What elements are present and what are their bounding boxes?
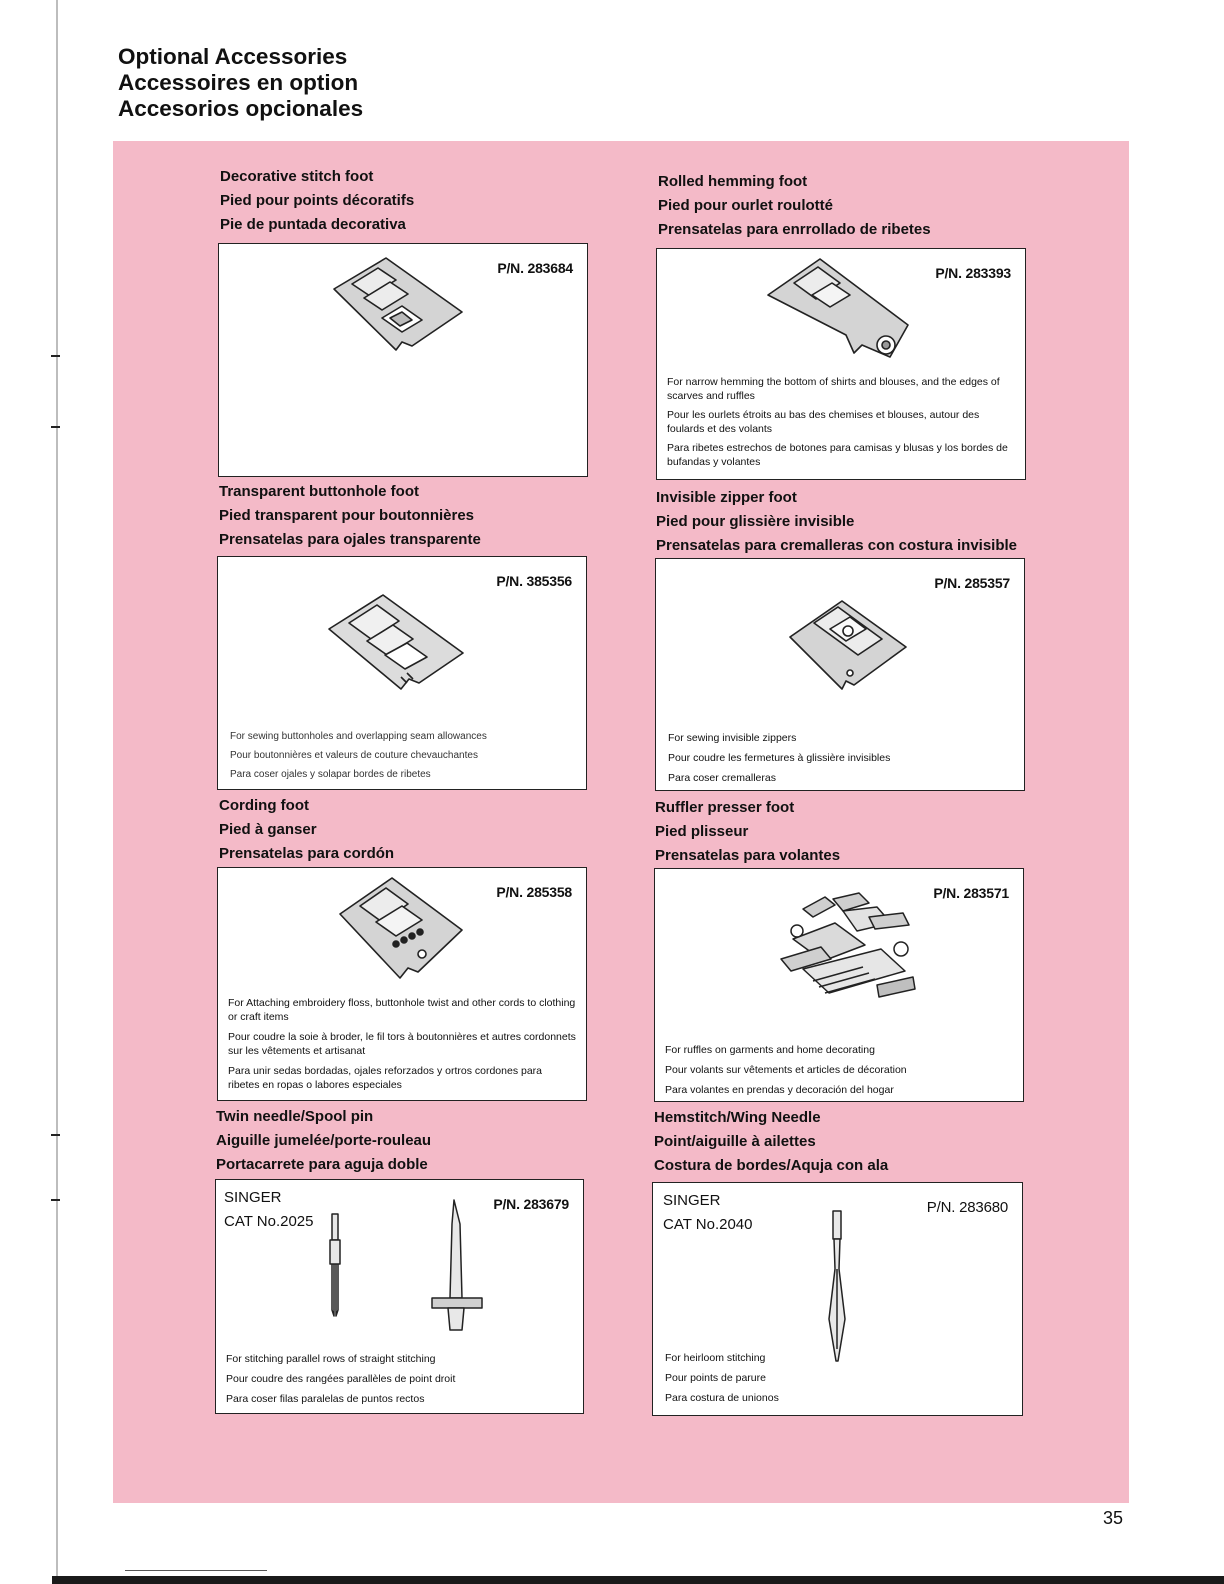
accessory-card-cording-foot [217, 867, 587, 1101]
accessory-title-fr: Pied à ganser [219, 821, 317, 838]
description-fr: Pour les ourlets étroits au bas des chemises et blouses, autour des foulards et des volants [667, 409, 980, 435]
description-en: For narrow hemming the bottom of shirts and blouses, and the edges of scarves and ruffles [667, 376, 1000, 402]
brand-label: SINGER [663, 1192, 721, 1209]
accessory-card-rolled-hemming-foot [656, 248, 1026, 480]
binding-tick [51, 426, 60, 428]
footer-rule [52, 1576, 1224, 1584]
accessory-title-fr: Pied pour points décoratifs [220, 192, 415, 209]
description-es: Para costura de unionos [665, 1392, 779, 1404]
page-left-rule [56, 0, 58, 1584]
accessory-title-en: Decorative stitch foot [220, 168, 374, 185]
accessory-title-en: Cording foot [219, 797, 309, 814]
description-es: Para coser filas paralelas de puntos rectos [226, 1393, 425, 1405]
description-en: For sewing invisible zippers [668, 732, 797, 744]
catalog-number: CAT No.2040 [663, 1216, 753, 1233]
description-es: Para volantes en prendas y decoración del hogar [665, 1084, 894, 1096]
part-number: P/N. 283393 [935, 265, 1011, 281]
accessory-card-transparent-buttonhole-foot [217, 556, 587, 790]
accessory-title-en: Rolled hemming foot [658, 173, 808, 190]
part-number: P/N. 283679 [493, 1196, 569, 1212]
accessory-title-fr: Pied pour glissière invisible [656, 513, 855, 530]
part-number: P/N. 283571 [933, 885, 1009, 901]
transparent-buttonhole-foot-icon [323, 591, 468, 716]
description-fr: Pour points de parure [665, 1372, 766, 1384]
brand-label: SINGER [224, 1189, 282, 1206]
accessory-title [655, 796, 840, 868]
accessory-title-es: Prensatelas para enrrollado de ribetes [658, 221, 931, 238]
description-fr: Pour coudre des rangées parallèles de point droit [226, 1373, 456, 1385]
accessory-title [658, 170, 931, 242]
accessory-descriptions [226, 1352, 573, 1412]
description-en: For stitching parallel rows of straight stitching [226, 1353, 436, 1365]
part-number: P/N. 385356 [496, 573, 572, 589]
accessory-descriptions [230, 730, 576, 787]
accessory-title [654, 1106, 888, 1178]
description-es: Para coser cremalleras [668, 772, 776, 784]
accessory-title-es: Prensatelas para cremalleras con costura invisible [656, 537, 1018, 554]
invisible-zipper-foot-icon [786, 595, 911, 705]
accessory-title-es: Prensatelas para volantes [655, 847, 841, 864]
accessory-title-fr: Pied transparent pour boutonnières [219, 507, 475, 524]
page-title-es: Accesorios opcionales [118, 96, 364, 121]
accessory-descriptions [665, 1351, 1012, 1411]
accessory-title-fr: Aiguille jumelée/porte-rouleau [216, 1132, 432, 1149]
accessory-title-fr: Pied pour ourlet roulotté [658, 197, 833, 214]
rolled-hemming-foot-icon [762, 255, 912, 365]
page-number: 35 [1103, 1508, 1124, 1528]
description-en: For ruffles on garments and home decorating [665, 1044, 875, 1056]
accessory-title [656, 486, 1017, 558]
accessory-title-es: Prensatelas para ojales transparente [219, 531, 481, 548]
binding-tick [51, 1199, 60, 1201]
accessory-title-es: Pie de puntada decorativa [220, 216, 406, 233]
part-number: P/N. 285357 [934, 575, 1010, 591]
accessory-title-en: Transparent buttonhole foot [219, 483, 419, 500]
binding-tick [51, 1134, 60, 1136]
page-title-fr: Accessoires en option [118, 70, 359, 95]
accessory-title-en: Twin needle/Spool pin [216, 1108, 374, 1125]
accessory-descriptions [667, 375, 1015, 474]
footer-rule-thin [125, 1570, 267, 1571]
accessory-descriptions [668, 731, 1014, 791]
accessory-title-fr: Point/aiguille à ailettes [654, 1133, 816, 1150]
cording-foot-icon [336, 874, 466, 994]
binding-tick [51, 355, 60, 357]
accessory-title-en: Ruffler presser foot [655, 799, 795, 816]
accessory-title-en: Hemstitch/Wing Needle [654, 1109, 821, 1126]
accessory-descriptions [665, 1043, 1013, 1103]
accessory-card-wing-needle [652, 1182, 1023, 1416]
accessory-card-decorative-stitch-foot [218, 243, 588, 477]
accessory-title-en: Invisible zipper foot [656, 489, 797, 506]
accessory-card-invisible-zipper-foot [655, 558, 1025, 791]
accessory-title [219, 480, 481, 552]
accessory-card-ruffler-presser-foot [654, 868, 1024, 1102]
accessory-title [219, 794, 394, 866]
description-fr: Pour boutonnières et valeurs de couture chevauchantes [230, 750, 478, 761]
description-fr: Pour volants sur vêtements et articles de décoration [665, 1064, 907, 1076]
description-en: For heirloom stitching [665, 1352, 766, 1364]
catalog-number: CAT No.2025 [224, 1213, 314, 1230]
description-en: For Attaching embroidery floss, buttonhole twist and other cords to clothing or craft items [228, 997, 576, 1023]
description-es: Para coser ojales y solapar bordes de ribetes [230, 769, 431, 780]
page-title-en: Optional Accessories [118, 44, 348, 69]
accessory-card-twin-needle-spool-pin [215, 1179, 584, 1414]
description-fr: Pour coudre les fermetures à glissière invisibles [668, 752, 891, 764]
accessory-title-fr: Pied plisseur [655, 823, 749, 840]
wing-needle-icon [825, 1209, 849, 1365]
page-title [118, 44, 363, 122]
part-number: P/N. 283684 [497, 260, 573, 276]
part-number: P/N. 283680 [926, 1199, 1008, 1216]
part-number: P/N. 285358 [496, 884, 572, 900]
accessory-title-es: Prensatelas para cordón [219, 845, 395, 862]
description-es: Para ribetes estrechos de botones para camisas y blusas y los bordes de bufandas y volantes [667, 442, 1008, 468]
accessory-title-es: Costura de bordes/Aquja con ala [654, 1157, 889, 1174]
ruffler-presser-foot-icon [773, 889, 923, 1009]
decorative-stitch-foot-icon [324, 254, 464, 374]
description-en: For sewing buttonholes and overlapping seam allowances [230, 731, 487, 742]
accessory-title [220, 165, 414, 237]
singer-catalog [224, 1186, 314, 1234]
twin-needle-spool-pin-icon [324, 1198, 494, 1338]
accessory-descriptions [228, 996, 576, 1098]
singer-catalog [663, 1189, 753, 1237]
description-es: Para unir sedas bordadas, ojales reforzados y ortros cordones para ribetes en ropas o labores especiales [228, 1065, 543, 1091]
description-fr: Pour coudre la soie à broder, le fil tors à boutonnières et autres cordonnets sur les vêtements et artisanat [228, 1031, 576, 1057]
accessory-title-es: Portacarrete para aguja doble [216, 1156, 428, 1173]
accessory-title [216, 1105, 431, 1177]
